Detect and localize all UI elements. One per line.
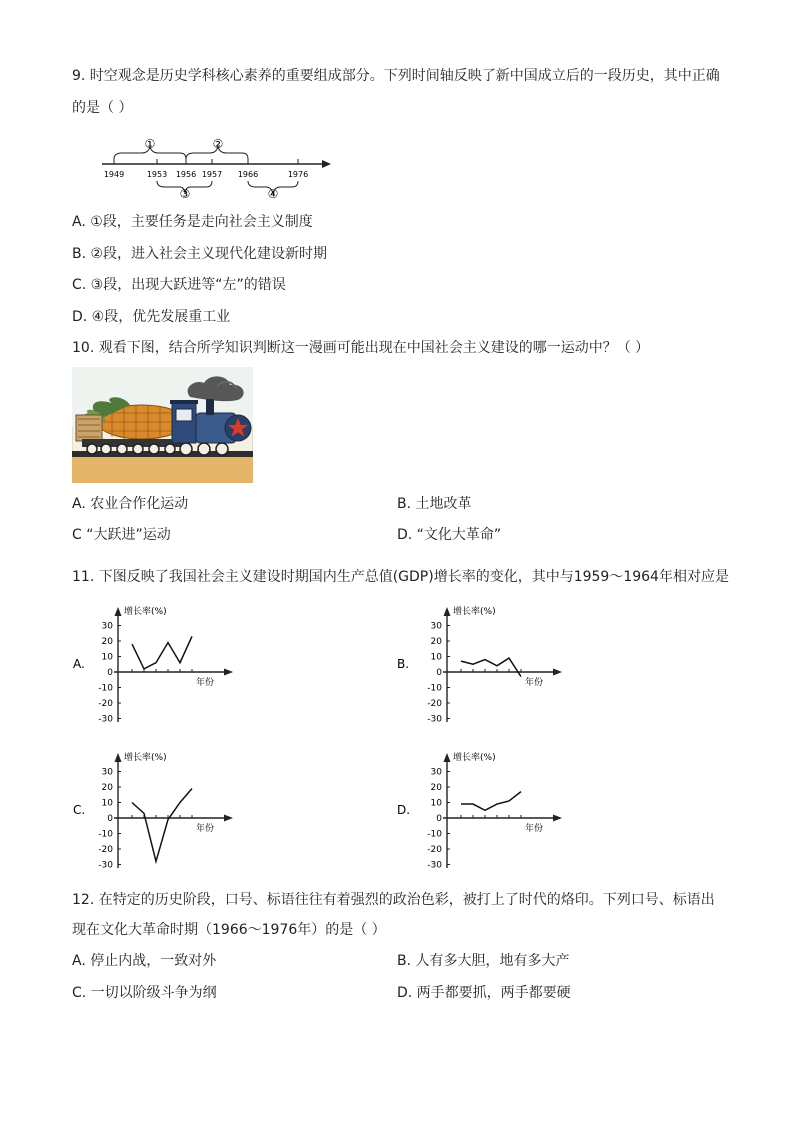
gdp-growth-line: [461, 658, 521, 677]
q10-option-d: D. “文化大革命”: [397, 527, 502, 543]
y-tick-label: 30: [430, 621, 442, 632]
y-tick-label: 10: [101, 798, 113, 809]
tl-marker-1: ①: [144, 137, 156, 151]
y-tick-label: 10: [430, 652, 442, 663]
y-tick-label: -30: [427, 860, 442, 871]
q12-option-c: C. 一切以阶级斗争为纲: [72, 985, 217, 1001]
y-axis-arrow: [115, 607, 122, 616]
y-axis-label: 增长率(%): [124, 607, 167, 617]
tl-year-1976: 1976: [287, 170, 309, 179]
q12-stem-line2: 现在文化大革命时期（1966～1976年）的是（ ）: [72, 922, 386, 938]
y-tick-label: -10: [98, 829, 113, 840]
tl-marker-3: ③: [179, 187, 191, 201]
y-tick-label: 0: [107, 814, 113, 824]
gdp-growth-line: [461, 792, 521, 811]
q9-option-d: D. ④段，优先发展重工业: [72, 309, 231, 325]
chart-letter: A.: [73, 657, 85, 671]
x-axis-label: 年份: [525, 678, 544, 688]
q9-option-a: A. ①段，主要任务是走向社会主义制度: [72, 214, 313, 230]
gdp-chart-b: [397, 605, 562, 725]
y-tick-label: -30: [427, 714, 442, 725]
y-tick-label: 20: [430, 783, 442, 793]
y-tick-label: -30: [98, 860, 113, 871]
x-axis-arrow: [553, 815, 562, 822]
tl-year-1953: 1953: [146, 170, 168, 179]
y-tick-label: -20: [427, 699, 442, 709]
y-tick-label: 30: [101, 621, 113, 632]
q12-option-d: D. 两手都要抓，两手都要硬: [397, 985, 571, 1001]
y-tick-label: -10: [427, 829, 442, 840]
q10-stem: 10. 观看下图，结合所学知识判断这一漫画可能出现在中国社会主义建设的哪一运动中？（ ）: [72, 340, 650, 356]
q9-stem-line1: 9. 时空观念是历史学科核心素养的重要组成部分。下列时间轴反映了新中国成立后的一段历史，其中正确: [72, 68, 720, 84]
q10-option-b: B. 土地改革: [397, 496, 472, 512]
y-tick-label: 30: [430, 767, 442, 778]
y-tick-label: 30: [101, 767, 113, 778]
q9-option-b: B. ②段，进入社会主义现代化建设新时期: [72, 246, 328, 262]
y-axis-label: 增长率(%): [453, 753, 496, 763]
y-axis-label: 增长率(%): [124, 753, 167, 763]
y-axis-arrow: [444, 607, 451, 616]
q12-stem-line1: 12. 在特定的历史阶段，口号、标语往往有着强烈的政治色彩，被打上了时代的烙印。下列口号、标语出: [72, 892, 715, 908]
tl-year-1956: 1956: [175, 170, 197, 179]
chart-letter: D.: [397, 803, 411, 817]
y-tick-label: -20: [98, 845, 113, 855]
q9-option-c: C. ③段，出现大跃进等“左”的错误: [72, 277, 286, 293]
x-axis-arrow: [224, 815, 233, 822]
y-tick-label: 20: [101, 637, 113, 647]
x-axis-arrow: [224, 669, 233, 676]
tl-year-1957: 1957: [201, 170, 223, 179]
y-tick-label: -30: [98, 714, 113, 725]
gdp-growth-line: [132, 789, 192, 862]
tl-marker-4: ④: [267, 187, 279, 201]
q9-stem-line2: 的是（ ）: [72, 100, 133, 116]
y-tick-label: 0: [436, 814, 442, 824]
q12-option-a: A. 停止内战，一致对外: [72, 953, 217, 969]
tl-year-1966: 1966: [237, 170, 259, 179]
x-axis-arrow: [553, 669, 562, 676]
y-tick-label: 0: [436, 668, 442, 678]
gdp-chart-c: [73, 751, 233, 871]
chart-letter: C.: [73, 803, 86, 817]
y-tick-label: -20: [427, 845, 442, 855]
y-tick-label: 10: [101, 652, 113, 663]
y-tick-label: 0: [107, 668, 113, 678]
x-axis-label: 年份: [525, 824, 544, 834]
y-axis-arrow: [444, 753, 451, 762]
gdp-growth-line: [132, 636, 192, 669]
x-axis-label: 年份: [196, 824, 215, 834]
gdp-chart-d: [397, 751, 562, 871]
q12-option-b: B. 人有多大胆，地有多大产: [397, 953, 570, 969]
tl-year-1949: 1949: [103, 170, 125, 179]
y-tick-label: 10: [430, 798, 442, 809]
y-tick-label: -10: [427, 683, 442, 694]
gdp-chart-a: [73, 605, 233, 725]
y-tick-label: 20: [101, 783, 113, 793]
chart-letter: B.: [397, 657, 410, 671]
y-tick-label: -20: [98, 699, 113, 709]
y-tick-label: -10: [98, 683, 113, 694]
x-axis-label: 年份: [196, 678, 215, 688]
tl-marker-2: ②: [212, 137, 224, 151]
q11-stem: 11. 下图反映了我国社会主义建设时期国内生产总值(GDP)增长率的变化，其中与1959～1964年相对应是: [72, 569, 729, 585]
y-tick-label: 20: [430, 637, 442, 647]
y-axis-arrow: [115, 753, 122, 762]
q10-option-a: A. 农业合作化运动: [72, 496, 189, 512]
y-axis-label: 增长率(%): [453, 607, 496, 617]
q10-option-c: C “大跃进”运动: [72, 527, 171, 543]
